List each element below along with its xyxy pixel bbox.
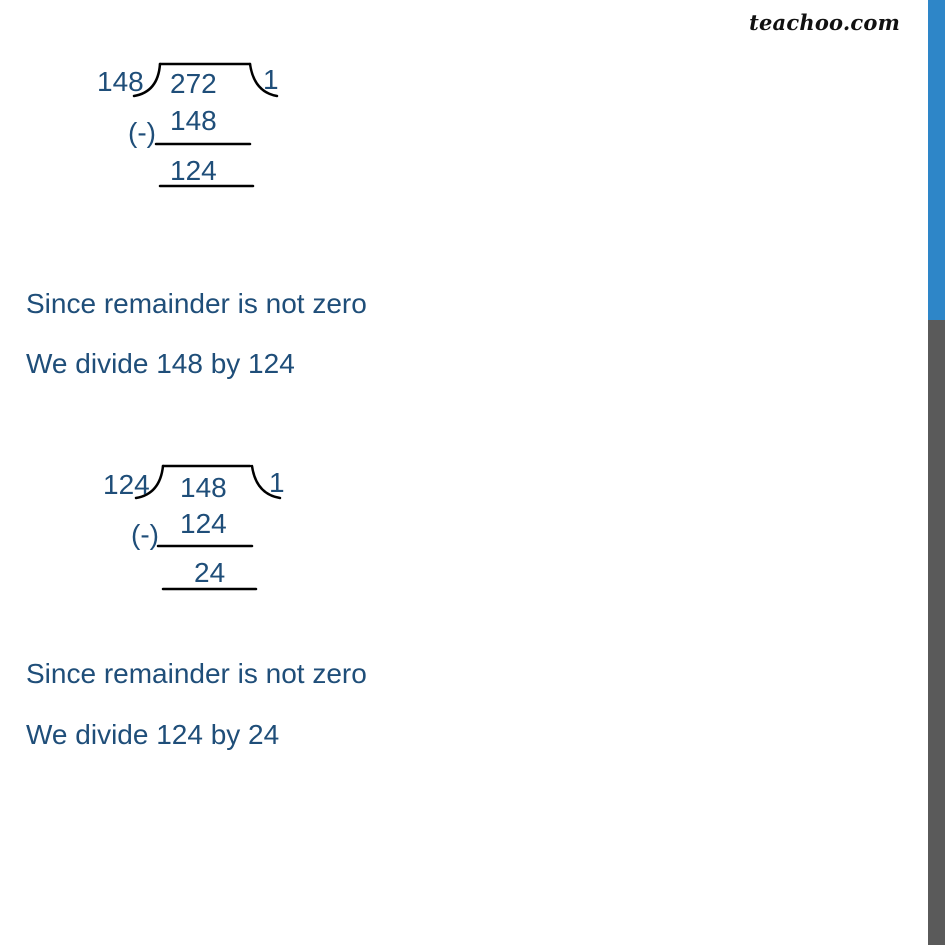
division-1-dividend: 272 <box>170 68 217 99</box>
teachoo-watermark: teachoo.com <box>749 10 900 35</box>
division-2-divisor: 124 <box>103 469 150 500</box>
division-2-quotient: 1 <box>269 467 285 498</box>
division-2-minus-sign: (-) <box>131 519 159 550</box>
division-2-subtrahend: 124 <box>180 508 227 539</box>
division-1-remainder: 124 <box>170 155 217 186</box>
scrollbar-thumb[interactable] <box>928 0 945 320</box>
text-1-line-2: We divide 148 by 124 <box>26 348 295 379</box>
text-2-line-1: Since remainder is not zero <box>26 658 367 689</box>
division-1-divisor: 148 <box>97 66 144 97</box>
division-2-remainder: 24 <box>194 557 226 588</box>
division-1-quotient: 1 <box>263 64 279 95</box>
division-1-minus-sign: (-) <box>128 117 156 148</box>
vertical-scrollbar[interactable] <box>928 0 945 945</box>
text-2-line-2: We divide 124 by 24 <box>26 719 280 750</box>
text-1-line-1: Since remainder is not zero <box>26 288 367 319</box>
division-2-dividend: 148 <box>180 472 227 503</box>
division-1-subtrahend: 148 <box>170 105 217 136</box>
